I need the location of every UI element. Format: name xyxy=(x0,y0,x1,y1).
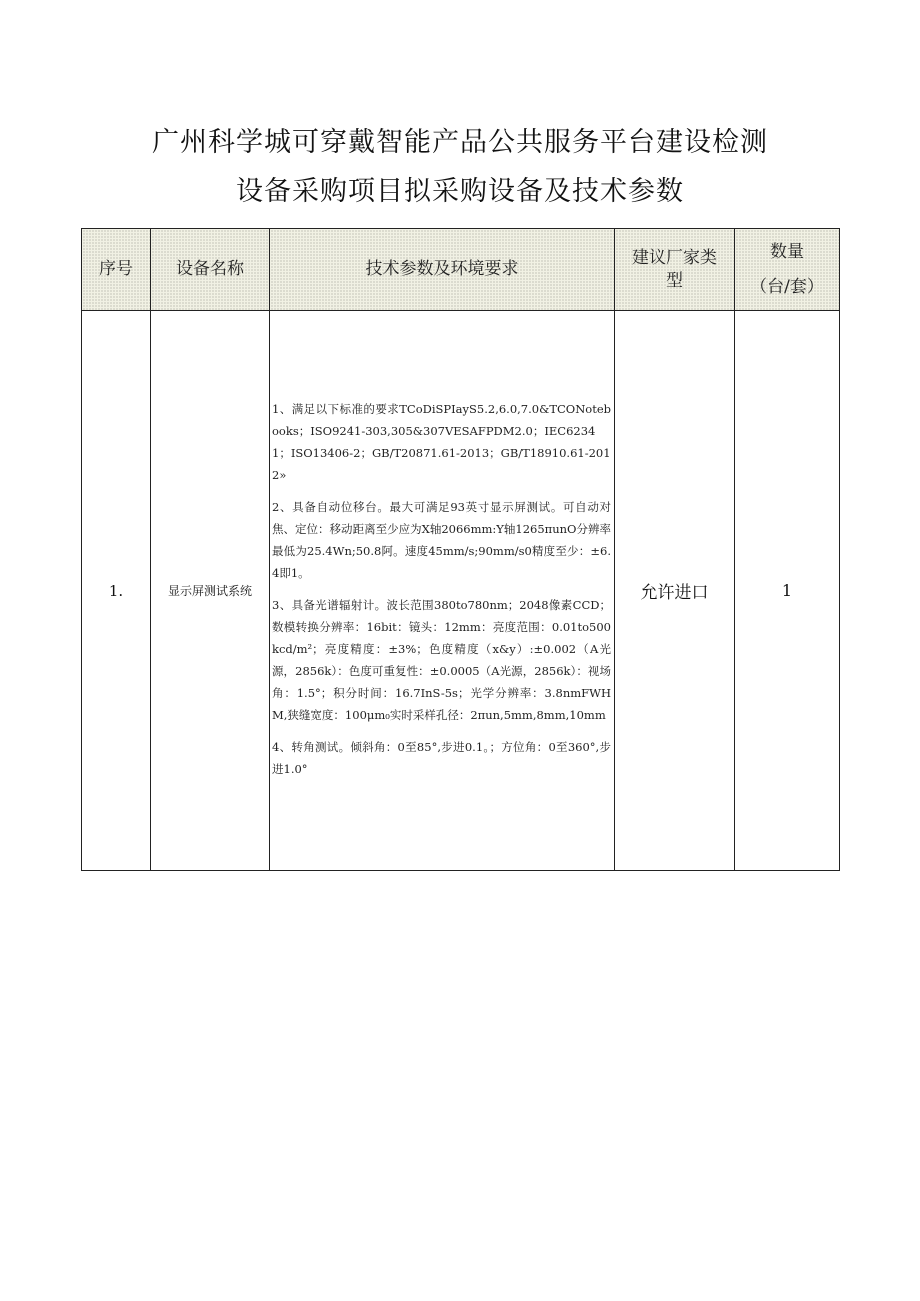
header-manufacturer-type-line-2: 型 xyxy=(666,270,683,291)
header-quantity xyxy=(735,229,840,311)
manufacturer-type-value: 允许进口 xyxy=(640,583,709,603)
header-serial-number-label: 序号 xyxy=(99,259,133,280)
serial-number-value: 1. xyxy=(108,581,124,600)
cell-manufacturer-type xyxy=(615,311,735,871)
param-item-standards: 1、满足以下标准的要求TCoDiSPIayS5.2,6.0,7.0&TCONotebooks；ISO9241-303,305&307VESAFPDM2.0；IEC62341；ISO13406-2；GB/T20871.61-2013；GB/T18910.61-2012» xyxy=(272,401,611,482)
header-quantity-line-2: （台/套） xyxy=(750,276,824,297)
table-header-row xyxy=(82,229,840,311)
param-item-spectroradiometer: 3、具备光谱辐射计。波长范围380to780nm；2048像素CCD；数模转换分辨率：16bit：镜头：12mm：亮度范围：0.01to500kcd/m²；亮度精度：±3%；色度精度（x&y）:±0.002（A光源，2856k）：色度可重复性：±0.0005（A光源，2856k）：视场角：1.5°；积分时间：16.7InS-5s；光学分辨率：3.8nmFWHM,狭缝宽度：100μm₀实时采样孔径：2πun,5mm,8mm,10mm xyxy=(272,597,611,722)
header-technical-params-label: 技术参数及环境要求 xyxy=(365,259,519,280)
page-title-line-2: 设备采购项目拟采购设备及技术参数 xyxy=(236,176,684,207)
table-row xyxy=(82,311,840,871)
cell-serial-number xyxy=(82,311,151,871)
header-equipment-name xyxy=(151,229,270,311)
equipment-name-value: 显示屏测试系统 xyxy=(167,584,252,598)
header-equipment-name-label: 设备名称 xyxy=(176,259,244,280)
cell-technical-params xyxy=(270,311,615,871)
header-manufacturer-type xyxy=(615,229,735,311)
header-manufacturer-type-line-1: 建议厂家类 xyxy=(632,247,717,268)
header-technical-params xyxy=(270,229,615,311)
cell-equipment-name xyxy=(151,311,270,871)
equipment-spec-table xyxy=(81,228,840,871)
param-item-angle-test: 4、转角测试。倾斜角：0至85°,步进0.1。；方位角：0至360°,步进1.0° xyxy=(272,739,611,776)
header-serial-number xyxy=(82,229,151,311)
quantity-value: 1 xyxy=(781,581,793,600)
cell-quantity xyxy=(735,311,840,871)
technical-params-list xyxy=(270,392,614,780)
header-quantity-line-1: 数量 xyxy=(770,241,804,262)
param-item-displacement-stage: 2、具备自动位移台。最大可满足93英寸显示屏测试。可自动对焦、定位：移动距离至少应为X轴2066mm:Y轴1265πunO分辨率最低为25.4Wn;50.8阿。速度45mm∕s;90mm∕s0精度至少：±6.4即1。 xyxy=(272,499,611,580)
page-title-line-1: 广州科学城可穿戴智能产品公共服务平台建设检测 xyxy=(152,127,768,158)
